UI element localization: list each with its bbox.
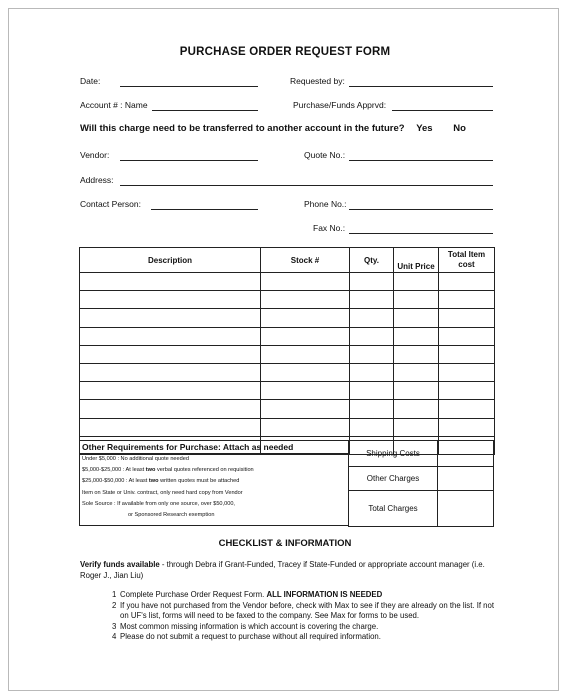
- purchase-approved-field[interactable]: [392, 110, 493, 111]
- contact-person-field[interactable]: [151, 209, 258, 210]
- checklist-list: [112, 590, 502, 643]
- col-description: Description: [80, 248, 261, 273]
- col-total-cost: [439, 248, 495, 273]
- checklist-title: CHECKLIST & INFORMATION: [218, 538, 352, 549]
- verify-funds-text: - through Debra if Grant-Funded, Tracey if State-Funded or appropriate account manager (i.e. Roger J., Jian Liu): [80, 560, 485, 580]
- purchase-approved-label: Purchase/Funds Apprvd:: [293, 100, 387, 110]
- phone-no-field[interactable]: [349, 209, 493, 210]
- transfer-question: [80, 123, 466, 134]
- table-row[interactable]: [80, 327, 495, 345]
- fax-no-label: Fax No.:: [313, 223, 346, 233]
- other-charges-row: [349, 467, 494, 491]
- address-label: Address:: [80, 175, 114, 185]
- table-row[interactable]: [80, 418, 495, 436]
- requirement-line: Item on State or Univ. contract, only need hard copy from Vendor: [82, 489, 243, 496]
- shipping-row: [349, 441, 494, 467]
- fax-no-field[interactable]: [349, 233, 493, 234]
- list-item: 1 Complete Purchase Order Request Form. ALL INFORMATION IS NEEDED: [112, 590, 383, 599]
- table-row[interactable]: [80, 309, 495, 327]
- account-field[interactable]: [152, 110, 258, 111]
- no-option[interactable]: No: [453, 123, 466, 134]
- table-row[interactable]: [80, 363, 495, 381]
- requested-by-label: Requested by:: [290, 76, 345, 86]
- quote-no-field[interactable]: [349, 160, 493, 161]
- date-label: Date:: [80, 76, 101, 86]
- other-charges-field[interactable]: [438, 467, 494, 491]
- yes-option[interactable]: Yes: [416, 123, 433, 134]
- other-charges-label: Other Charges: [349, 467, 438, 491]
- shipping-costs-field[interactable]: [438, 441, 494, 467]
- requirement-line: Sole Source : If available from only one source, over $50,000,: [82, 500, 235, 507]
- vendor-field[interactable]: [120, 160, 258, 161]
- address-field[interactable]: [120, 185, 493, 186]
- contact-person-label: Contact Person:: [80, 199, 141, 209]
- account-label: Account # : Name: [80, 100, 148, 110]
- col-unit-price: Unit Price: [394, 248, 439, 273]
- table-row[interactable]: [80, 382, 495, 400]
- requirement-line: or Sponsored Research exemption: [128, 511, 215, 518]
- total-charges-row: [349, 491, 494, 527]
- charges-table: [348, 440, 494, 527]
- list-item: 2 If you have not purchased from the Vendor before, check with Max to see if they are already on the list. If not on UF's list, forms will need to be faxed to the company. See Max for forms to be used.: [112, 600, 495, 620]
- col-qty: Qty.: [350, 248, 394, 273]
- col-total-cost-line2: cost: [458, 260, 475, 269]
- total-charges-field[interactable]: [438, 491, 494, 527]
- transfer-question-text: Will this charge need to be transferred to another account in the future?: [80, 123, 405, 134]
- vendor-label: Vendor:: [80, 150, 110, 160]
- requirement-line: Under $5,000 : No additional quote needed: [82, 456, 189, 462]
- phone-no-label: Phone No.:: [304, 199, 347, 209]
- list-item: 4 Please do not submit a request to purchase without all required information.: [112, 632, 381, 641]
- verify-funds-paragraph: [80, 559, 500, 581]
- table-row[interactable]: [80, 273, 495, 291]
- list-item: 3 Most common missing information is which account is covering the charge.: [112, 621, 379, 631]
- requirement-line: $25,000-$50,000 : At least two written quotes must be attached: [82, 478, 240, 485]
- total-charges-label: Total Charges: [349, 491, 438, 527]
- requested-by-field[interactable]: [349, 86, 493, 87]
- date-field[interactable]: [120, 86, 258, 87]
- table-header-row: [80, 248, 495, 273]
- verify-funds-bold: Verify funds available: [80, 560, 160, 569]
- form-title: PURCHASE ORDER REQUEST FORM: [179, 46, 391, 58]
- quote-no-label: Quote No.:: [304, 150, 346, 160]
- items-table: [79, 247, 495, 455]
- shipping-costs-label: Shipping Costs: [349, 441, 438, 467]
- requirements-heading: Other Requirements for Purchase: Attach as needed: [80, 441, 348, 454]
- table-row[interactable]: [80, 291, 495, 309]
- col-stock: Stock #: [261, 248, 350, 273]
- col-total-cost-line1: Total Item: [447, 250, 486, 259]
- requirements-box: [79, 440, 349, 526]
- table-row[interactable]: [80, 400, 495, 418]
- table-row[interactable]: [80, 345, 495, 363]
- requirement-line: $5,000-$25,000 : At least two verbal quotes referenced on requisition: [82, 467, 254, 474]
